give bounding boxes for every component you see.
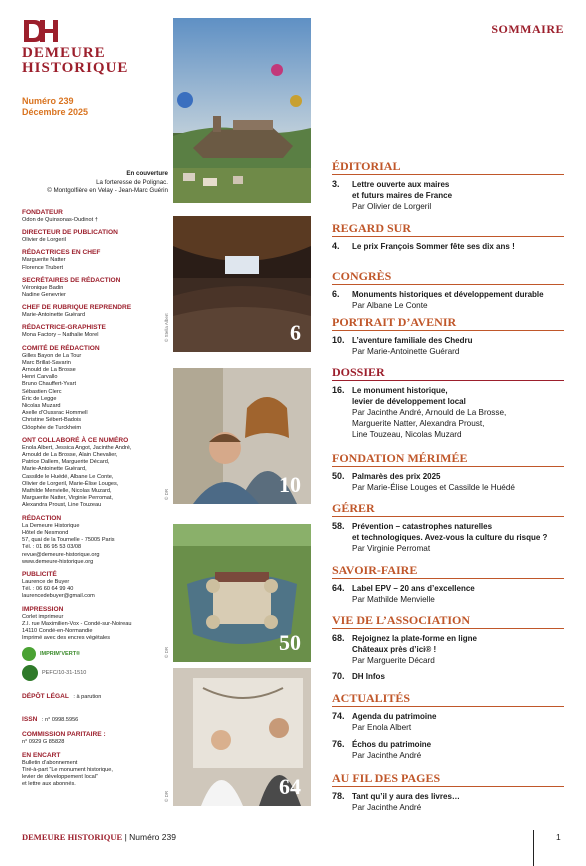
toc-entry[interactable] bbox=[332, 179, 564, 212]
colophon-section bbox=[22, 606, 168, 643]
colophon-section bbox=[22, 249, 168, 271]
colophon-section bbox=[22, 324, 168, 339]
toc-title: L’aventure familiale des Chedru bbox=[352, 336, 473, 345]
issue-info bbox=[22, 96, 88, 118]
toc-section bbox=[332, 772, 564, 813]
page-ref-10: 10 bbox=[279, 472, 301, 497]
cover-caption bbox=[22, 170, 168, 196]
toc-page-number: 10. bbox=[332, 335, 345, 345]
toc-section bbox=[332, 160, 564, 212]
toc-section bbox=[332, 316, 564, 357]
footer-issue: | Numéro 239 bbox=[122, 832, 176, 842]
cover-photo-credit: © Montgolfière en Velay - Jean-Marc Guérin bbox=[47, 187, 168, 194]
toc-title: Palmarès des prix 2025 bbox=[352, 472, 441, 481]
toc-section-title: FONDATION MÉRIMÉE bbox=[332, 452, 564, 467]
colophon-text: Marguerite Natter Florence Trubert bbox=[22, 257, 66, 271]
toc-author: Par Olivier de Lorgeril bbox=[352, 202, 432, 211]
toc-page-number: 74. bbox=[332, 711, 345, 721]
colophon-text: : à parution bbox=[73, 694, 102, 701]
toc-entry[interactable] bbox=[332, 583, 564, 605]
brand-logo bbox=[22, 18, 152, 76]
toc-entry[interactable] bbox=[332, 739, 564, 761]
colophon-heading: PUBLICITÉ bbox=[22, 570, 57, 578]
colophon-text: Odon de Quinsonas-Oudinot † bbox=[22, 217, 98, 223]
colophon-heading: RÉDACTRICES EN CHEF bbox=[22, 249, 101, 257]
colophon-heading: IMPRESSION bbox=[22, 605, 64, 613]
toc-title: Le prix François Sommer fête ses dix ans ! bbox=[352, 242, 515, 251]
photo-congres bbox=[173, 216, 311, 352]
toc-entry[interactable] bbox=[332, 241, 564, 252]
toc-author: Par Marie-Antoinette Guérard bbox=[352, 347, 460, 356]
colophon-section bbox=[22, 731, 168, 746]
page-ref-64: 64 bbox=[279, 774, 301, 799]
footer-brand: DEMEURE HISTORIQUE bbox=[22, 832, 123, 842]
colophon-heading: COMITÉ DE RÉDACTION bbox=[22, 344, 100, 352]
imprimvert-label: IMPRIM’VERT® bbox=[40, 651, 81, 658]
toc-title: Agenda du patrimoine bbox=[352, 712, 437, 721]
toc-author: Par Virginie Perromat bbox=[352, 544, 431, 553]
dh-monogram-icon bbox=[22, 18, 62, 44]
toc-section bbox=[332, 614, 564, 682]
colophon-heading: RÉDACTION bbox=[22, 514, 62, 522]
colophon-heading: EN ENCART bbox=[22, 751, 61, 759]
issue-date: Décembre 2025 bbox=[22, 107, 89, 117]
colophon-section bbox=[22, 229, 168, 244]
toc-entry[interactable] bbox=[332, 471, 564, 493]
toc-section bbox=[332, 502, 564, 554]
colophon-section bbox=[22, 437, 168, 510]
cover-text: La forteresse de Polignac. bbox=[96, 178, 168, 186]
colophon-text: La Demeure Historique Hôtel de Nesmond 57, quai de la Tournelle - 75005 Paris Tél. : 01 86 95 53 03/08 revue@demeure-historique.org www.demeure-historique.org bbox=[22, 522, 115, 565]
photo-credit: © Stella Albert bbox=[164, 313, 169, 342]
toc-author: Par Mathilde Menvielle bbox=[352, 595, 435, 604]
colophon-section bbox=[22, 515, 168, 566]
colophon-text: Mona Factory – Nathalie Morel bbox=[22, 332, 99, 339]
toc-page-number: 78. bbox=[332, 791, 345, 801]
photo-chateau bbox=[173, 524, 311, 662]
colophon-text: : n° 0998.5956 bbox=[41, 717, 79, 724]
toc-page-number: 4. bbox=[332, 241, 340, 251]
colophon-heading: SECRÉTAIRES DE RÉDACTION bbox=[22, 276, 121, 284]
toc-entry[interactable] bbox=[332, 791, 564, 813]
toc-section bbox=[332, 366, 564, 440]
photo-chedru bbox=[173, 368, 311, 504]
colophon-section bbox=[22, 304, 168, 319]
toc-page-number: 76. bbox=[332, 739, 345, 749]
toc-entry[interactable] bbox=[332, 521, 564, 554]
toc-entry[interactable] bbox=[332, 335, 564, 357]
toc-title: Label EPV – 20 ans d’excellence bbox=[352, 584, 475, 593]
issue-number: Numéro 239 bbox=[22, 96, 74, 106]
toc-page-number: 70. bbox=[332, 671, 345, 681]
colophon-heading: DIRECTEUR DE PUBLICATION bbox=[22, 229, 118, 237]
cover-label: En couverture bbox=[126, 170, 168, 177]
dh-monogram bbox=[22, 18, 152, 46]
toc-section bbox=[332, 270, 564, 311]
toc-author: Par Jacinthe André bbox=[352, 751, 422, 760]
photo-credit: © DR bbox=[164, 488, 169, 500]
cover-photo-polignac bbox=[173, 18, 311, 203]
toc-author: Par Albane Le Conte bbox=[352, 301, 428, 310]
colophon-heading: DÉPÔT LÉGAL bbox=[22, 693, 69, 701]
toc-section-title: CONGRÈS bbox=[332, 270, 564, 285]
photo-credit: © DR bbox=[164, 790, 169, 802]
toc-section-title: SAVOIR-FAIRE bbox=[332, 564, 564, 579]
toc-page-number: 16. bbox=[332, 385, 345, 395]
toc-section-title: ÉDITORIAL bbox=[332, 160, 564, 175]
toc-section-title: PORTRAIT D’AVENIR bbox=[332, 316, 564, 331]
footer-divider bbox=[533, 830, 534, 866]
toc-section-title: AU FIL DES PAGES bbox=[332, 772, 564, 787]
toc-author: Par Marie-Élise Louges et Cassilde le Huédé bbox=[352, 483, 515, 492]
colophon bbox=[22, 209, 168, 793]
toc-author: Par Jacinthe André bbox=[352, 803, 422, 812]
colophon-heading: CHEF DE RUBRIQUE REPRENDRE bbox=[22, 304, 132, 312]
colophon-text: Enola Albert, Jessica Angot, Jacinthe André, Arnould de La Brosse, Alain Chevalier, Patrice Dallem, Marguerite Décard, Marie-Antoinette Guérard, Cassilde le Huédé, Albane Le Conte, Olivier de Lorgeril, Marie-Élise Louges, Mathilde Menvielle, Nicolas Muzard, Marguerite Natter, Virginie Perromat, Alexandra Proust, Line Touzeau bbox=[22, 444, 132, 509]
toc-entry[interactable] bbox=[332, 671, 564, 682]
colophon-text: Laurence de Buyer Tél. : 06 60 64 99 40 laurencedebuyer@gmail.com bbox=[22, 578, 95, 600]
toc-page-number: 3. bbox=[332, 179, 340, 189]
colophon-text: Gilles Bayon de La Tour Marc Brillat-Savarin Arnould de La Brosse Henri Carvallo Bruno Chauffert-Yvart Sébastien Clerc Éric de Legge Nicolas Muzard Axelle d’Oussrac Hommell Christine Sébert-Badois Clöophée de Turckheim bbox=[22, 352, 88, 431]
colophon-text: Olivier de Lorgeril bbox=[22, 237, 66, 244]
page-number: 1 bbox=[556, 832, 561, 842]
colophon-text: Corlet imprimeur Z.I. rue Maximilien-Vox - Condé-sur-Noireau 14110 Condé-en-Normandie Imprimé avec des encres végétales bbox=[22, 613, 132, 642]
colophon-heading: ISSN bbox=[22, 716, 38, 724]
toc-title: DH Infos bbox=[352, 672, 385, 681]
sommaire-heading: SOMMAIRE bbox=[491, 22, 564, 36]
pefc-badge bbox=[22, 665, 168, 681]
toc-title: Échos du patrimoine bbox=[352, 740, 432, 749]
toc-page-number: 58. bbox=[332, 521, 345, 531]
toc-section-title: GÉRER bbox=[332, 502, 564, 517]
toc-section-title: ACTUALITÉS bbox=[332, 692, 564, 707]
toc-section bbox=[332, 452, 564, 493]
toc-section-title: REGARD SUR bbox=[332, 222, 564, 237]
toc-entry[interactable] bbox=[332, 289, 564, 311]
colophon-heading: COMMISSION PARITAIRE : bbox=[22, 731, 106, 739]
colophon-heading: RÉDACTRICE-GRAPHISTE bbox=[22, 324, 106, 332]
colophon-text: n° 0929 G 85828 bbox=[22, 739, 65, 746]
colophon-section bbox=[22, 685, 168, 703]
toc-author: Par Marguerite Décard bbox=[352, 656, 435, 665]
photo-savoir-faire bbox=[173, 668, 311, 806]
page-footer bbox=[22, 832, 176, 842]
page-ref-6: 6 bbox=[290, 320, 301, 345]
colophon-section bbox=[22, 277, 168, 299]
page-ref-50: 50 bbox=[279, 630, 301, 655]
toc-title: Tant qu’il y aura des livres… bbox=[352, 792, 460, 801]
photo-credit: © DR bbox=[164, 646, 169, 658]
toc-title: Monuments historiques et développement durable bbox=[352, 290, 544, 299]
colophon-heading: ONT COLLABORÉ À CE NUMÉRO bbox=[22, 436, 129, 444]
pefc-icon bbox=[22, 665, 38, 681]
colophon-section bbox=[22, 571, 168, 601]
colophon-section bbox=[22, 209, 168, 224]
toc-section-title: DOSSIER bbox=[332, 366, 564, 381]
toc-author: Par Jacinthe André, Arnould de La Brosse, Marguerite Natter, Alexandra Proust, Line Touzeau, Nicolas Muzard bbox=[352, 408, 507, 439]
toc-section bbox=[332, 222, 564, 252]
colophon-section bbox=[22, 708, 168, 726]
brand-line-1: DEMEURE bbox=[22, 45, 106, 61]
polignac-illustration bbox=[173, 18, 311, 203]
toc-entry[interactable] bbox=[332, 385, 564, 440]
toc-section-title: VIE DE L’ASSOCIATION bbox=[332, 614, 564, 629]
toc-section bbox=[332, 564, 564, 605]
toc-entry[interactable] bbox=[332, 633, 564, 666]
pefc-label: PEFC/10-31-1510 bbox=[42, 670, 87, 677]
colophon-text: Bulletin d’abonnement Tiré-à-part “Le monument historique, levier de développement local” et lettre aux abonnés. bbox=[22, 759, 113, 788]
toc-title: Le monument historique, levier de développement local bbox=[352, 386, 466, 406]
toc-section bbox=[332, 692, 564, 761]
colophon-section bbox=[22, 345, 168, 432]
brand-line-2: HISTORIQUE bbox=[22, 60, 129, 76]
toc-author: Par Enola Albert bbox=[352, 723, 412, 732]
leaf-icon bbox=[22, 647, 36, 661]
toc-title: Prévention – catastrophes naturelles et technologiques. Avez-vous la culture du risque ? bbox=[352, 522, 548, 542]
toc-page-number: 6. bbox=[332, 289, 340, 299]
toc-title: Lettre ouverte aux maires et futurs maires de France bbox=[352, 180, 453, 200]
toc-page-number: 64. bbox=[332, 583, 345, 593]
colophon-heading: FONDATEUR bbox=[22, 209, 63, 216]
colophon-text: Véronique Badin Nadine Genevrier bbox=[22, 284, 66, 299]
toc-title: Rejoignez la plate-forme en ligne Châteaux près d’ici® ! bbox=[352, 634, 477, 654]
colophon-text: Marie-Antoinette Guérard bbox=[22, 312, 86, 319]
imprimvert-badge bbox=[22, 647, 168, 661]
toc-entry[interactable] bbox=[332, 711, 564, 733]
toc-page-number: 50. bbox=[332, 471, 345, 481]
toc-page-number: 68. bbox=[332, 633, 345, 643]
colophon-section bbox=[22, 752, 168, 789]
